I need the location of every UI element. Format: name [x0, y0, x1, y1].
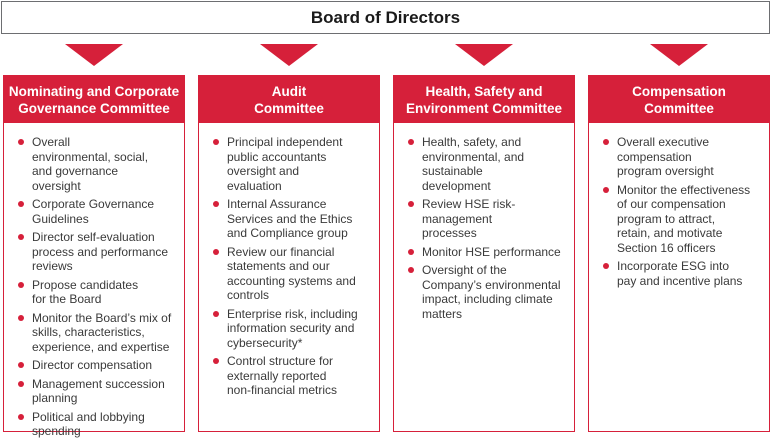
list-item: Director self-evaluation process and performance reviews	[18, 230, 170, 274]
list-item: Review HSE risk-management processes	[408, 197, 532, 241]
bullet-icon	[213, 249, 219, 255]
committee-title-line: Committee	[254, 100, 324, 116]
list-item: Director compensation	[18, 358, 172, 373]
list-item: Overall executive compensation program oversight	[603, 135, 737, 179]
committee-compensation	[588, 75, 770, 432]
list-item: Propose candidates for the Board	[18, 278, 152, 307]
committee-title-line: Health, Safety and	[425, 83, 543, 99]
bullet-icon	[408, 139, 414, 145]
list-item: Principal independent public accountants oversight and evaluation	[213, 135, 347, 193]
committee-responsibilities	[589, 123, 769, 288]
list-item: Oversight of the Company’s environmental impact, including climate matters	[408, 263, 562, 321]
bullet-icon	[213, 139, 219, 145]
committee-header	[4, 76, 184, 123]
list-item: Political and lobbying spending	[18, 410, 152, 439]
committee-title-line: Governance Committee	[18, 100, 170, 116]
bullet-icon	[408, 267, 414, 273]
list-item: Monitor the Board’s mix of skills, characteristics, experience, and expertise	[18, 311, 172, 355]
bullet-icon	[603, 139, 609, 145]
bullet-icon	[18, 381, 24, 387]
committee-title-line: Compensation	[632, 83, 726, 99]
arrow-down-icon	[455, 44, 513, 66]
committee-title-line: Committee	[644, 100, 714, 116]
arrow-down-icon	[650, 44, 708, 66]
committee-title-line: Audit	[271, 83, 307, 99]
committee-header	[589, 76, 769, 123]
list-item: Incorporate ESG into pay and incentive plans	[603, 259, 751, 288]
committee-health-safety-environment	[393, 75, 575, 432]
bullet-icon	[18, 201, 24, 207]
list-item: Control structure for externally reported non-financial metrics	[213, 354, 347, 398]
bullet-icon	[408, 249, 414, 255]
committee-header	[199, 76, 379, 123]
committee-audit	[198, 75, 380, 432]
bullet-icon	[603, 263, 609, 269]
list-item: Enterprise risk, including information security and cybersecurity*	[213, 307, 359, 351]
bullet-icon	[408, 201, 414, 207]
bullet-icon	[213, 358, 219, 364]
bullet-icon	[18, 414, 24, 420]
committee-nominating-governance	[3, 75, 185, 438]
bullet-icon	[213, 311, 219, 317]
arrow-down-icon	[65, 44, 123, 66]
committee-title-line: Nominating and Corporate	[8, 83, 180, 99]
bullet-icon	[18, 315, 24, 321]
committee-responsibilities	[394, 123, 574, 321]
list-item: Corporate Governance Guidelines	[18, 197, 160, 226]
bullet-icon	[18, 139, 24, 145]
list-item: Health, safety, and environmental, and sustainable development	[408, 135, 544, 193]
committee-header	[394, 76, 574, 123]
list-item: Monitor HSE performance	[408, 245, 562, 260]
committee-title-line: Environment Committee	[405, 100, 563, 116]
list-item: Internal Assurance Services and the Ethics and Compliance group	[213, 197, 357, 241]
board-of-directors-box	[1, 1, 770, 34]
board-title: Board of Directors	[310, 7, 461, 27]
bullet-icon	[18, 234, 24, 240]
list-item: Management succession planning	[18, 377, 172, 406]
arrow-down-icon	[260, 44, 318, 66]
bullet-icon	[213, 201, 219, 207]
bullet-icon	[603, 187, 609, 193]
bullet-icon	[18, 362, 24, 368]
bullet-icon	[18, 282, 24, 288]
list-item: Review our financial statements and our accounting systems and controls	[213, 245, 361, 303]
committee-responsibilities	[199, 123, 379, 398]
committee-responsibilities	[4, 123, 184, 439]
list-item: Monitor the effectiveness of our compensation program to attract, retain, and motivate Section 16 officers	[603, 183, 751, 256]
list-item: Overall environmental, social, and governance oversight	[18, 135, 150, 193]
